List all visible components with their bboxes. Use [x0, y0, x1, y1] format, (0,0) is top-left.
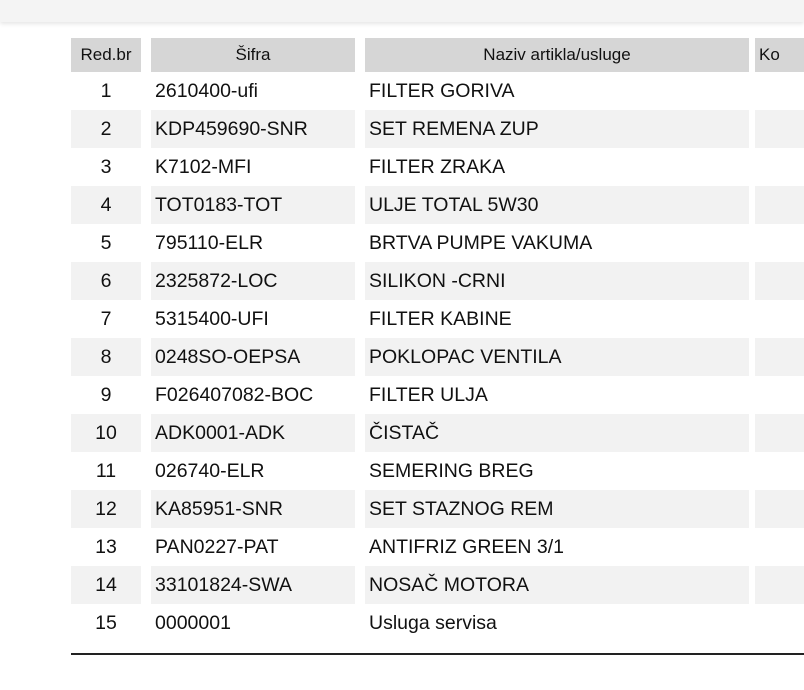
- row-quantity: [755, 186, 804, 224]
- row-name: SET REMENA ZUP: [365, 110, 749, 148]
- row-number: 14: [71, 566, 141, 604]
- row-name: SILIKON -CRNI: [365, 262, 749, 300]
- row-number: 8: [71, 338, 141, 376]
- row-quantity: [755, 528, 804, 566]
- header-naziv: Naziv artikla/usluge: [365, 38, 749, 72]
- row-number: 3: [100, 155, 112, 178]
- row-code: TOT0183-TOT: [151, 186, 355, 224]
- row-number: 4: [71, 186, 141, 224]
- row-number: 2: [71, 110, 141, 148]
- top-bar: [0, 0, 804, 22]
- row-name: NOSAČ MOTORA: [365, 566, 749, 604]
- header-kolicina: Ko: [755, 38, 804, 72]
- table-row: [71, 262, 804, 300]
- row-name: ANTIFRIZ GREEN 3/1: [369, 535, 565, 558]
- header-red-br: Red.br: [71, 38, 141, 72]
- table-row: [71, 148, 804, 186]
- row-code: F026407082-BOC: [155, 383, 314, 406]
- table-row: [71, 566, 804, 604]
- row-name: FILTER ULJA: [369, 383, 488, 406]
- row-number: 1: [100, 79, 112, 102]
- header-sifra: Šifra: [151, 38, 355, 72]
- row-name: Usluga servisa: [369, 611, 497, 634]
- row-code: 2325872-LOC: [151, 262, 355, 300]
- table-row: [71, 414, 804, 452]
- row-name: BRTVA PUMPE VAKUMA: [369, 231, 593, 254]
- row-code: 5315400-UFI: [155, 307, 269, 330]
- row-name: SET STAZNOG REM: [365, 490, 749, 528]
- table-header-row: [71, 38, 804, 72]
- row-quantity: [755, 224, 804, 262]
- row-number: 12: [71, 490, 141, 528]
- table-row: [71, 224, 804, 262]
- row-code: 2610400-ufi: [155, 79, 259, 102]
- row-name: FILTER ZRAKA: [369, 155, 506, 178]
- row-number: 6: [71, 262, 141, 300]
- row-quantity: [755, 338, 804, 376]
- row-quantity: [755, 300, 804, 338]
- row-number: 7: [100, 307, 112, 330]
- row-code: ADK0001-ADK: [151, 414, 355, 452]
- table-row: [71, 110, 804, 148]
- table-bottom-rule: [71, 653, 804, 655]
- row-code: 0000001: [155, 611, 231, 634]
- row-name: SEMERING BREG: [369, 459, 534, 482]
- table-row: [71, 300, 804, 338]
- row-code: 026740-ELR: [155, 459, 265, 482]
- row-quantity: [755, 376, 804, 414]
- table-row: [71, 490, 804, 528]
- row-code: KDP459690-SNR: [151, 110, 355, 148]
- row-name: ULJE TOTAL 5W30: [365, 186, 749, 224]
- items-table: [71, 38, 804, 642]
- table-row: [71, 338, 804, 376]
- row-number: 10: [71, 414, 141, 452]
- row-quantity: [755, 452, 804, 490]
- row-quantity: [755, 110, 804, 148]
- row-number: 15: [95, 611, 117, 634]
- row-quantity: [755, 566, 804, 604]
- table-row: [71, 604, 804, 642]
- row-code: 0248SO-OEPSA: [151, 338, 355, 376]
- row-quantity: [755, 490, 804, 528]
- row-name: FILTER KABINE: [369, 307, 512, 330]
- row-number: 13: [95, 535, 117, 558]
- table-row: [71, 452, 804, 490]
- row-name: POKLOPAC VENTILA: [365, 338, 749, 376]
- row-quantity: [755, 262, 804, 300]
- row-quantity: [755, 72, 804, 110]
- row-code: K7102-MFI: [155, 155, 252, 178]
- row-name: ČISTAČ: [365, 414, 749, 452]
- row-number: 5: [100, 231, 112, 254]
- table-row: [71, 186, 804, 224]
- row-quantity: [755, 604, 804, 642]
- row-code: 33101824-SWA: [151, 566, 355, 604]
- row-number: 11: [95, 459, 117, 482]
- row-code: KA85951-SNR: [151, 490, 355, 528]
- row-code: PAN0227-PAT: [155, 535, 279, 558]
- table-row: [71, 72, 804, 110]
- table-row: [71, 376, 804, 414]
- table-row: [71, 528, 804, 566]
- row-number: 9: [100, 383, 112, 406]
- row-quantity: [755, 148, 804, 186]
- row-quantity: [755, 414, 804, 452]
- row-code: 795110-ELR: [155, 231, 264, 254]
- row-name: FILTER GORIVA: [369, 79, 515, 102]
